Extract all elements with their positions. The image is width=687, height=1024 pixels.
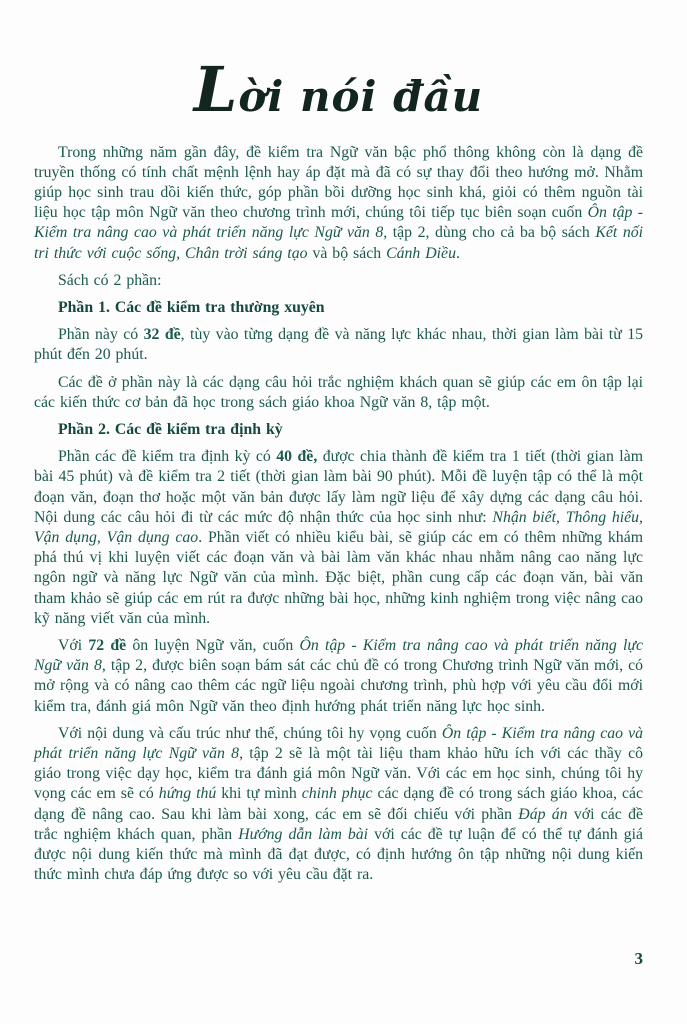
text-run: Sách có 2 phần: [58, 271, 162, 289]
paragraph [34, 271, 643, 291]
text-run: . [455, 244, 460, 262]
italic-text-run: Ôn tập - Kiểm tra nâng cao và phát triển năng lực Ngữ văn 8 [34, 204, 644, 242]
text-run: Trong những năm gần đây, đề kiểm tra Ngữ văn bậc phổ thông không còn là dạng đề truyền thống có tính chất mệnh lệnh hay áp đặt mà đã có sự thay đổi theo hướng mở. Nhằm giúp học sinh trau dồi kiến thức, góp phần bồi dưỡng học sinh khá, giỏi có thêm nguồn tài liệu học tập môn Ngữ văn theo chương trình mới, chúng tôi tiếp tục biên soạn cuốn [34, 143, 643, 222]
paragraph [34, 325, 643, 365]
bold-text-run: 72 đề [88, 637, 127, 655]
text-run: , tập 2, dùng cho cả ba bộ sách [383, 224, 596, 242]
text-run: Với [58, 637, 89, 655]
text-run: với các đề trắc nghiệm khách quan, phần [34, 805, 643, 843]
bold-text-run: 40 đề, [276, 448, 318, 466]
text-run: Phần này có [58, 326, 144, 344]
section-heading [34, 298, 643, 318]
text-run: , tập 2 sẽ là một tài liệu tham khảo hữu ích với các thầy cô giáo trong việc dạy học, kiểm tra đánh giá môn Ngữ văn. Với các em học sinh, chúng tôi hy vọng các em sẽ có [34, 745, 643, 803]
preface-title: Lời nói đầu [193, 53, 484, 126]
bold-text-run: 32 đề [143, 326, 181, 344]
paragraph [34, 143, 643, 264]
preface-body [34, 143, 643, 886]
paragraph [34, 373, 643, 413]
italic-text-run: Ôn tập - Kiểm tra nâng cao và phát triển năng lực Ngữ văn 8 [34, 724, 643, 763]
paragraph [34, 636, 643, 717]
text-run: ôn luyện Ngữ văn, cuốn [126, 637, 300, 655]
text-run: được chia thành đề kiểm tra 1 tiết (thời gian làm bài 45 phút) và đề kiểm tra 2 tiết (thời gian làm bài 90 phút). Mỗi đề luyện tập có thể là một đoạn văn, đoạn thơ hoặc một văn bản được lấy làm ngữ liệu để xây dựng các dạng câu hỏi. Nội dung các câu hỏi đi từ các mức độ nhận thức của học sinh như: [34, 448, 643, 526]
text-run: khi tự mình [216, 785, 302, 803]
italic-text-run: Đáp án [518, 805, 568, 823]
page-content [34, 50, 643, 893]
text-run: Với nội dung và cấu trúc như thế, chúng tôi hy vọng cuốn [58, 724, 442, 742]
text-run: các dạng đề có trong sách giáo khoa, các dạng đề nâng cao. Sau khi làm bài xong, các em sẽ đối chiếu với phần [34, 785, 643, 823]
text-run: Phần 2. Các đề kiểm tra định kỳ [58, 421, 283, 439]
text-run: , tập 2, được biên soạn bám sát các chủ đề có trong Chương trình Ngữ văn mới, có mở rộng và có nâng cao thêm các ngữ liệu ngoài chương trình, phù hợp với yêu cầu đổi mới kiểm tra, đánh giá môn Ngữ văn theo định hướng phát triển năng lực học sinh. [34, 657, 643, 715]
paragraph [34, 724, 643, 886]
italic-text-run: Ôn tập - Kiểm tra nâng cao và phát triển năng lực Ngữ văn 8 [34, 637, 643, 675]
text-run: . Phần viết có nhiều kiểu bài, sẽ giúp các em có thêm những khám phá thú vị khi luyện viết các đoạn văn và bài làm văn khác nhau nhằm nâng cao năng lực ngôn ngữ và năng lực Ngữ văn của mình. Đặc biệt, phần cung cấp các đoạn văn, bài văn tham khảo sẽ giúp các em rút ra được những bài học, những kinh nghiệm trong việc nâng cao kỹ năng viết văn của mình. [34, 529, 644, 627]
text-run: Các đề ở phần này là các dạng câu hỏi trắc nghiệm khách quan sẽ giúp các em ôn tập lại các kiến thức cơ bản đã học trong sách giáo khoa Ngữ văn 8, tập một. [34, 373, 643, 411]
italic-text-run: hứng thú [158, 785, 217, 803]
paragraph [34, 447, 643, 629]
text-run: Phần 1. Các đề kiểm tra thường xuyên [58, 299, 325, 317]
italic-text-run: Cánh Diều [386, 244, 456, 262]
italic-text-run: Kết nối tri thức với cuộc sống, Chân trời sáng tạo [34, 224, 643, 262]
italic-text-run: Hướng dẫn làm bài [238, 825, 369, 843]
italic-text-run: chinh phục [301, 785, 373, 803]
text-run: , tùy vào từng dạng đề và năng lực khác nhau, thời gian làm bài từ 15 phút đến 20 phút. [34, 326, 643, 364]
text-run: Phần các đề kiểm tra định kỳ có [58, 448, 277, 466]
text-run: với các đề tự luận để có thể tự đánh giá được nội dung kiến thức mà mình đã đạt được, có định hướng ôn tập những nội dung kiến thức mình chưa đáp ứng được so với yêu cầu đặt ra. [34, 825, 644, 884]
text-run: và bộ sách [307, 244, 387, 262]
italic-text-run: Nhận biết, Thông hiểu, Vận dụng, Vận dụng cao [34, 508, 643, 547]
section-heading [34, 420, 643, 440]
page-number: 3 [634, 949, 643, 968]
